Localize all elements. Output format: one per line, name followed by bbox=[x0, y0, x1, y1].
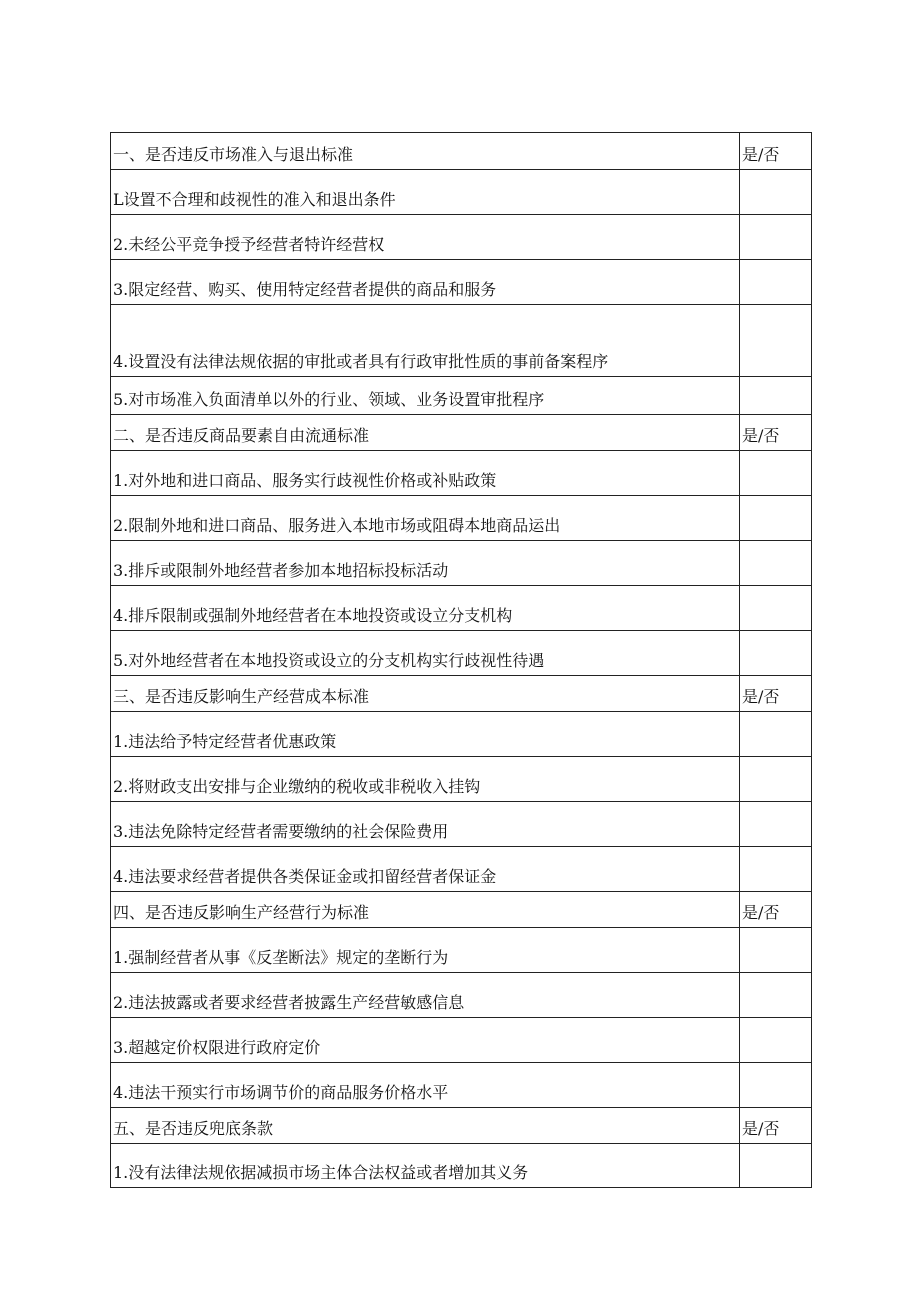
answer-cell[interactable] bbox=[739, 541, 811, 585]
section-title: 四、是否违反影响生产经营行为标准 bbox=[113, 903, 370, 922]
criterion-text: 2.将财政支出安排与企业缴纳的税收或非税收入挂钩 bbox=[113, 777, 481, 796]
criterion-row bbox=[111, 630, 811, 675]
answer-cell[interactable] bbox=[739, 496, 811, 540]
criterion-row bbox=[111, 259, 811, 304]
section-header-row bbox=[111, 414, 811, 450]
section-title: 三、是否违反影响生产经营成本标准 bbox=[113, 687, 370, 706]
criterion-text: 4.违法要求经营者提供各类保证金或扣留经营者保证金 bbox=[113, 867, 497, 886]
criterion-row bbox=[111, 1143, 811, 1187]
answer-cell[interactable] bbox=[739, 847, 811, 891]
criterion-row bbox=[111, 540, 811, 585]
section-header-row bbox=[111, 1107, 811, 1143]
criterion-text: 5.对外地经营者在本地投资或设立的分支机构实行歧视性待遇 bbox=[113, 651, 545, 670]
criterion-text: 3.限定经营、购买、使用特定经营者提供的商品和服务 bbox=[113, 280, 497, 299]
criterion-text: 2.违法披露或者要求经营者披露生产经营敏感信息 bbox=[113, 993, 465, 1012]
criterion-text: 2.未经公平竞争授予经营者特许经营权 bbox=[113, 235, 385, 254]
answer-cell[interactable] bbox=[739, 712, 811, 756]
yes-no-label: 是/否 bbox=[739, 676, 811, 711]
section-header-row bbox=[111, 891, 811, 927]
yes-no-label: 是/否 bbox=[739, 1108, 811, 1143]
answer-cell[interactable] bbox=[739, 215, 811, 259]
answer-cell[interactable] bbox=[739, 170, 811, 214]
answer-cell[interactable] bbox=[739, 305, 811, 376]
criterion-text: 3.违法免除特定经营者需要缴纳的社会保险费用 bbox=[113, 822, 449, 841]
criterion-text: 3.排斥或限制外地经营者参加本地招标投标活动 bbox=[113, 561, 449, 580]
review-checklist-table bbox=[110, 132, 812, 1188]
criterion-text: 5.对市场准入负面清单以外的行业、领域、业务设置审批程序 bbox=[113, 390, 545, 409]
criterion-text: L设置不合理和歧视性的准入和退出条件 bbox=[113, 190, 396, 209]
yes-no-label: 是/否 bbox=[739, 892, 811, 927]
criterion-row bbox=[111, 214, 811, 259]
answer-cell[interactable] bbox=[739, 1144, 811, 1187]
answer-cell[interactable] bbox=[739, 1063, 811, 1107]
section-header-row bbox=[111, 133, 811, 169]
criterion-row bbox=[111, 927, 811, 972]
criterion-text: 4.设置没有法律法规依据的审批或者具有行政审批性质的事前备案程序 bbox=[113, 352, 609, 371]
section-title: 二、是否违反商品要素自由流通标准 bbox=[113, 426, 370, 445]
criterion-row bbox=[111, 450, 811, 495]
criterion-row bbox=[111, 495, 811, 540]
section-title: 一、是否违反市场准入与退出标准 bbox=[113, 145, 354, 164]
answer-cell[interactable] bbox=[739, 260, 811, 304]
criterion-text: 2.限制外地和进口商品、服务进入本地市场或阻碍本地商品运出 bbox=[113, 516, 561, 535]
criterion-row bbox=[111, 169, 811, 214]
criterion-text: 1.违法给予特定经营者优惠政策 bbox=[113, 732, 337, 751]
answer-cell[interactable] bbox=[739, 451, 811, 495]
section-header-row bbox=[111, 675, 811, 711]
criterion-row bbox=[111, 711, 811, 756]
answer-cell[interactable] bbox=[739, 928, 811, 972]
criterion-text: 3.超越定价权限进行政府定价 bbox=[113, 1038, 321, 1057]
criterion-text: 1.对外地和进口商品、服务实行歧视性价格或补贴政策 bbox=[113, 471, 497, 490]
criterion-row bbox=[111, 801, 811, 846]
answer-cell[interactable] bbox=[739, 1018, 811, 1062]
criterion-row bbox=[111, 376, 811, 414]
yes-no-label: 是/否 bbox=[739, 415, 811, 450]
section-title: 五、是否违反兜底条款 bbox=[113, 1119, 274, 1138]
criterion-row bbox=[111, 846, 811, 891]
criterion-row bbox=[111, 756, 811, 801]
criterion-row bbox=[111, 585, 811, 630]
criterion-text: 1.强制经营者从事《反垄断法》规定的垄断行为 bbox=[113, 948, 449, 967]
yes-no-label: 是/否 bbox=[739, 133, 811, 169]
answer-cell[interactable] bbox=[739, 973, 811, 1017]
answer-cell[interactable] bbox=[739, 757, 811, 801]
criterion-text: 1.没有法律法规依据减损市场主体合法权益或者增加其义务 bbox=[113, 1163, 529, 1182]
answer-cell[interactable] bbox=[739, 377, 811, 414]
criterion-row bbox=[111, 972, 811, 1017]
answer-cell[interactable] bbox=[739, 802, 811, 846]
criterion-row bbox=[111, 1062, 811, 1107]
answer-cell[interactable] bbox=[739, 586, 811, 630]
criterion-row bbox=[111, 1017, 811, 1062]
criterion-text: 4.排斥限制或强制外地经营者在本地投资或设立分支机构 bbox=[113, 606, 513, 625]
answer-cell[interactable] bbox=[739, 631, 811, 675]
criterion-row bbox=[111, 304, 811, 376]
criterion-text: 4.违法干预实行市场调节价的商品服务价格水平 bbox=[113, 1083, 449, 1102]
